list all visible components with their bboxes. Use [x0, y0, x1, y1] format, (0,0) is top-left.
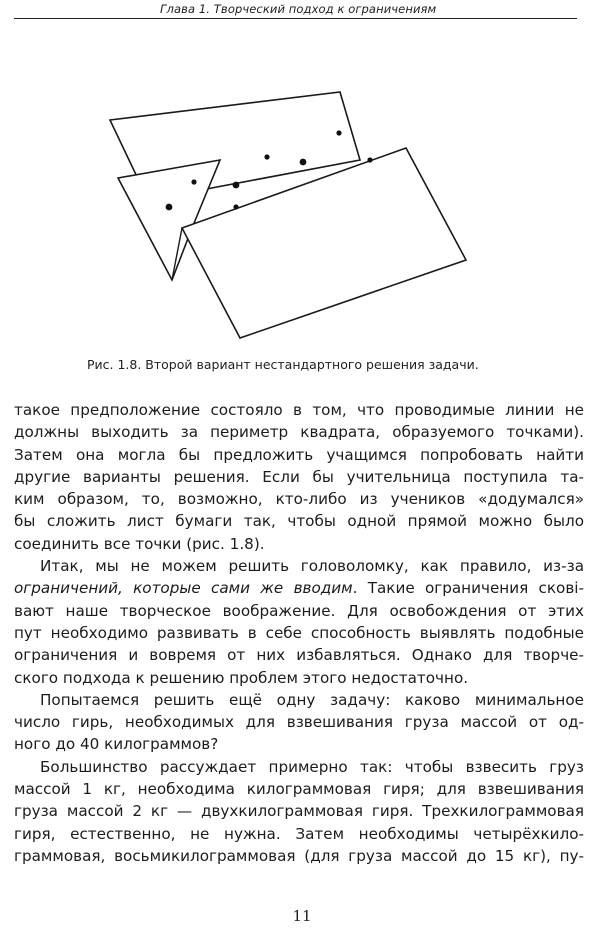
italic-phrase: ограничений, которые сами же вводим	[14, 579, 353, 598]
text-line	[14, 577, 584, 599]
dot	[264, 154, 269, 159]
text-line: Затем она могла бы предложить учащимся попробовать найти	[14, 445, 584, 464]
text-line: гиря, естественно, не нужна. Затем необходимы четырёхкило-	[14, 824, 584, 843]
text-line: Итак, мы не можем решить головоломку, как правило, из-за	[40, 557, 584, 576]
text-line: груза массой 2 кг — двухкилограммовая гиря. Трехкилограммовая	[14, 802, 584, 821]
text-line: ким образом, то, возможно, кто-либо из учеников «додумался»	[14, 490, 584, 509]
dot	[191, 179, 196, 184]
text-line: соединить все точки (рис. 1.8).	[14, 534, 265, 553]
text-line: пут необходимо развивать в себе способность выявлять подобные	[14, 623, 584, 642]
header-rule	[14, 18, 577, 19]
text-line: массой 1 кг, необходима килограммовая гиря; для взвешивания	[14, 780, 584, 799]
page-number: 11	[292, 907, 312, 925]
text-line: должны выходить за периметр квадрата, образуемого точками).	[14, 423, 584, 442]
folded-paper-illustration	[100, 90, 480, 350]
text-line: другие варианты решения. Если бы учительница поступила та-	[14, 467, 584, 486]
text-line: Большинство рассуждает примерно так: чтобы взвесить груз	[40, 757, 584, 776]
dot	[233, 182, 240, 189]
text-line: бы сложить лист бумаги так, чтобы одной прямой можно было	[14, 512, 584, 531]
text-line: такое предположение состояло в том, что проводимые линии не	[14, 401, 584, 419]
text-line: ограничения и вовремя от них избавляться. Однако для творче-	[14, 646, 584, 665]
text-line: ского подхода к решению проблем этого недостаточно.	[14, 668, 469, 687]
text-line: ного до 40 килограммов?	[14, 735, 219, 754]
text-line: вают наше творческое воображение. Для освобождения от этих	[14, 601, 584, 620]
text-fragment: . Такие ограничения скові-	[352, 579, 584, 598]
dot	[367, 157, 372, 162]
text-line: число гирь, необходимых для взвешивания груза массой от од-	[14, 713, 584, 732]
chapter-title: Глава 1. Творческий подход к ограничениям	[160, 2, 437, 16]
folded-paper-figure	[100, 90, 480, 350]
body-text	[14, 399, 584, 867]
text-line: граммовая, восьмикилограммовая (для груза массой до 15 кг), пу-	[14, 846, 584, 865]
dot	[300, 159, 307, 166]
running-head	[0, 0, 604, 20]
dot	[166, 204, 173, 211]
figure-caption: Рис. 1.8. Второй вариант нестандартного решения задачи.	[87, 357, 479, 372]
text-line: Попытаемся решить ещё одну задачу: каково минимальное	[40, 690, 584, 709]
dot	[336, 130, 341, 135]
dot	[233, 204, 238, 209]
